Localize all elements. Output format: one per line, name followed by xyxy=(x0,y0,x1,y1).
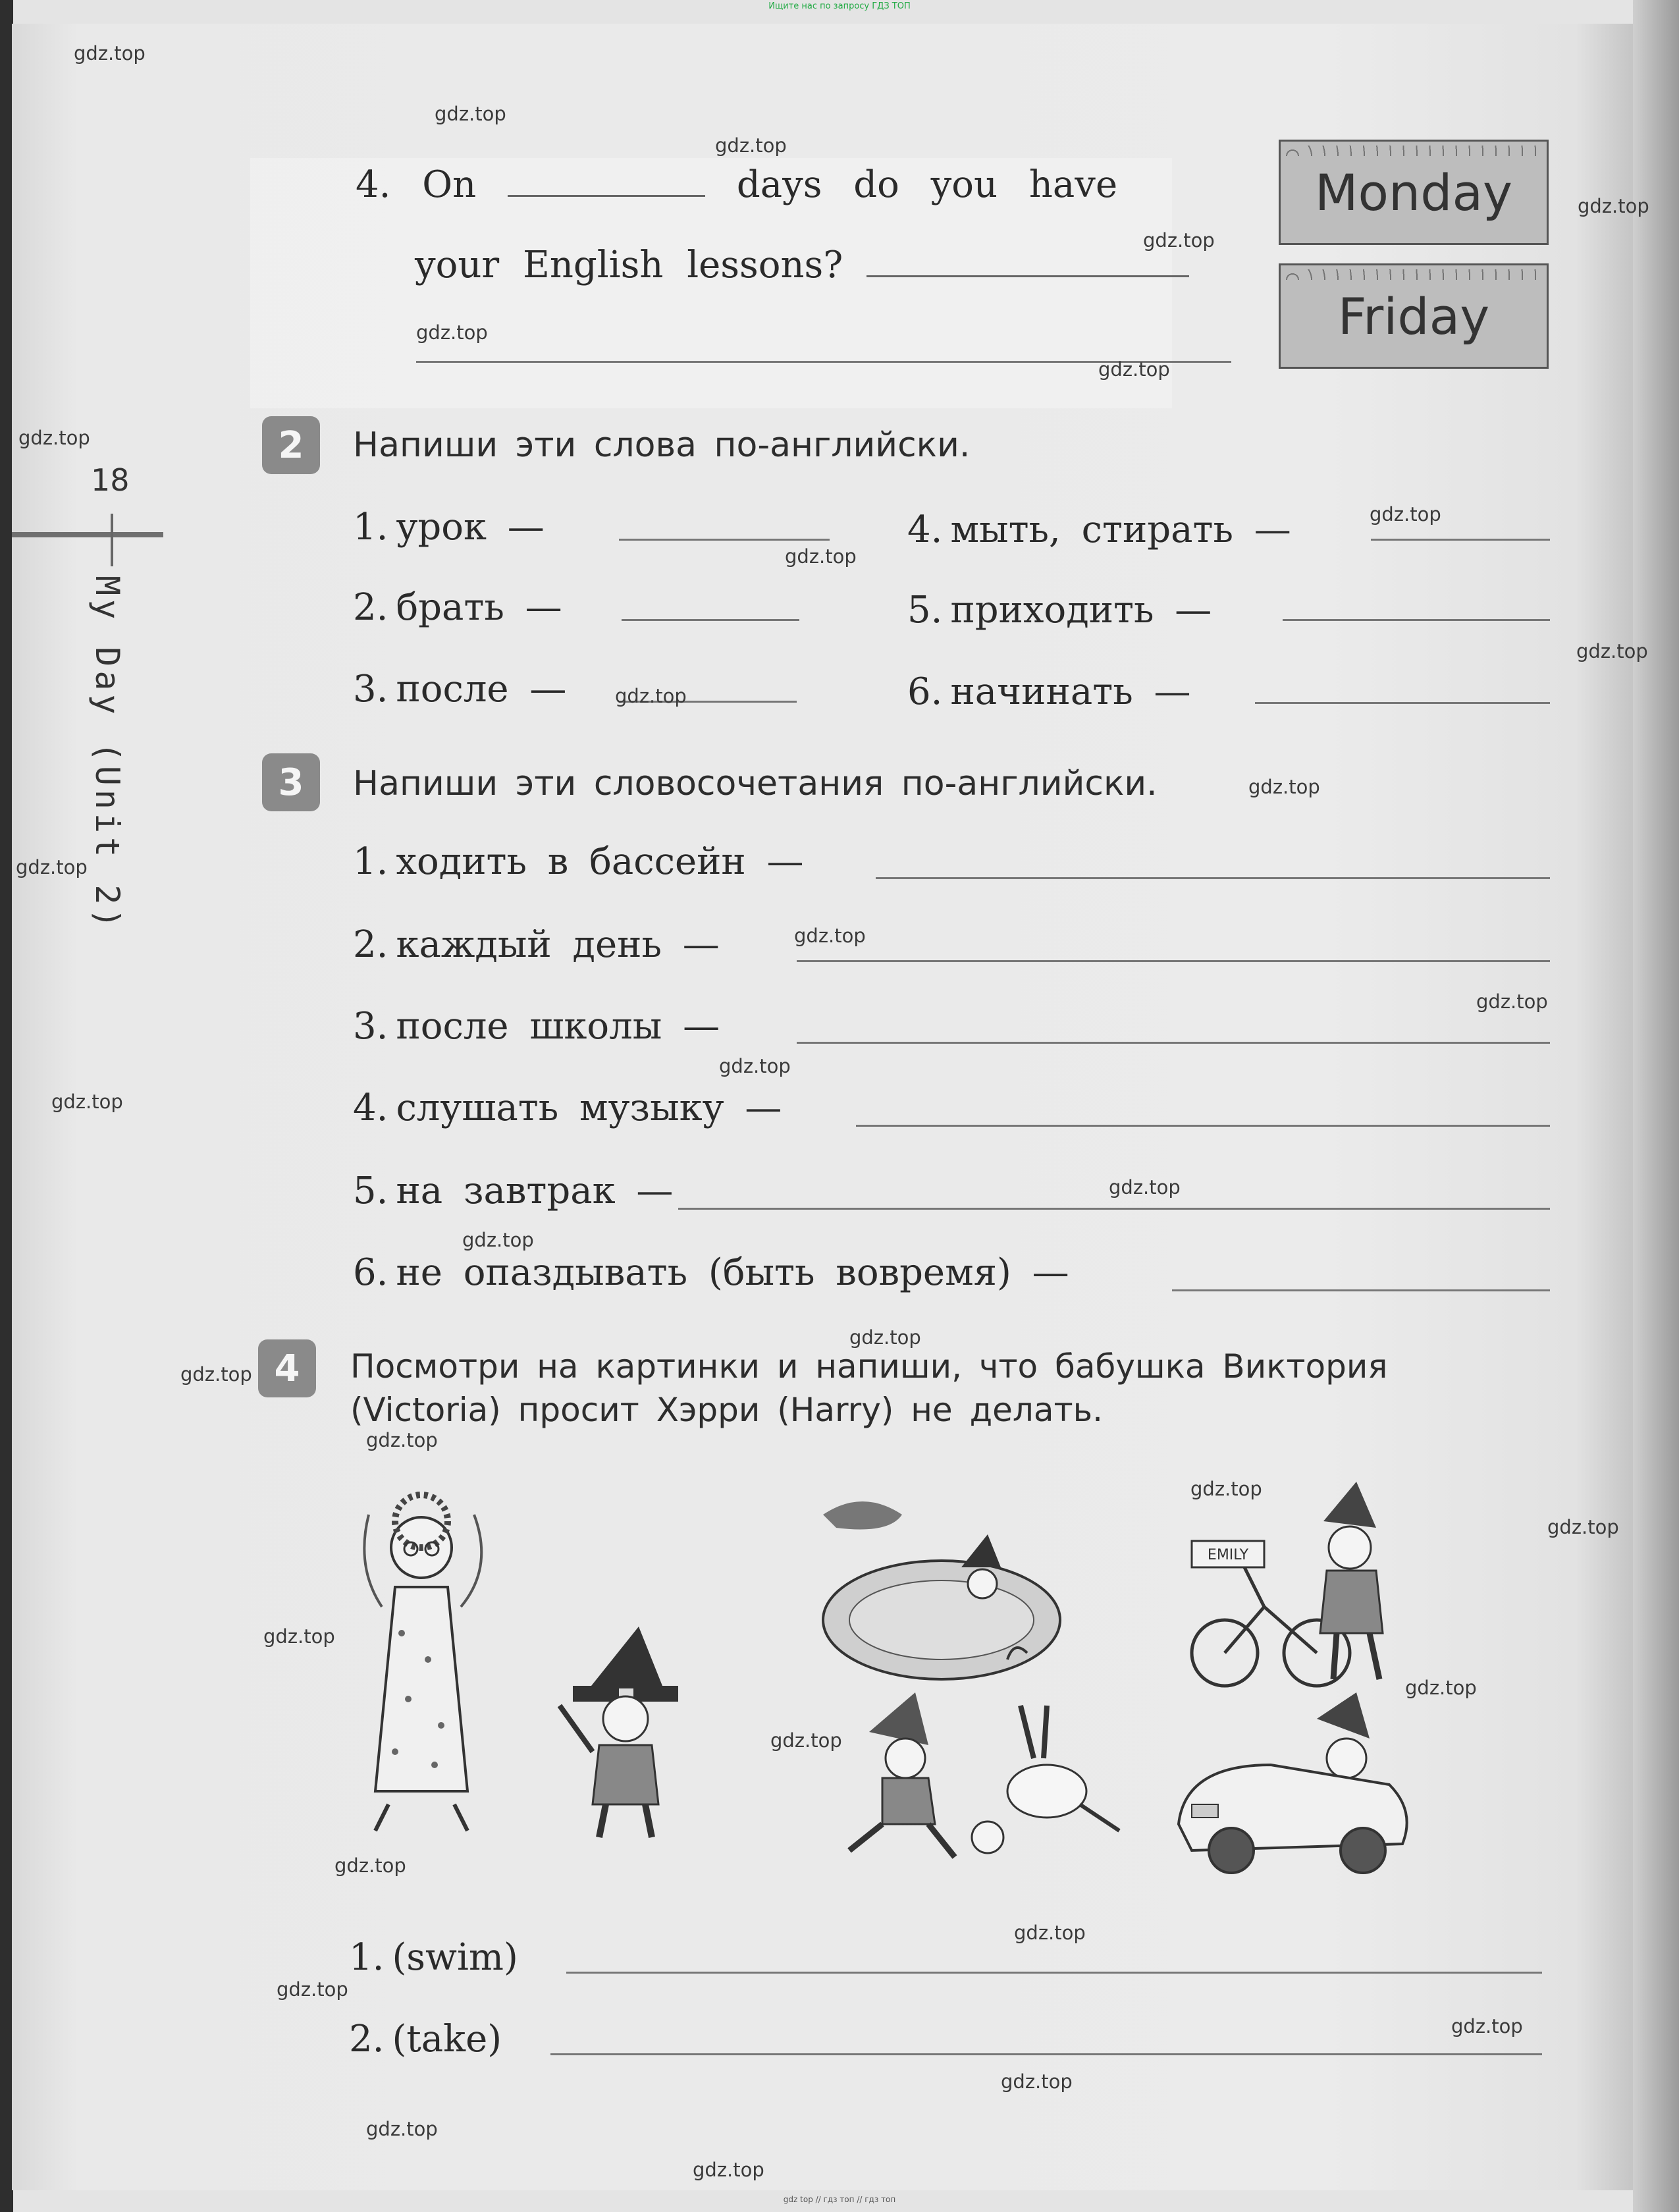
item-number: 1. xyxy=(349,1936,385,1979)
watermark: gdz.top xyxy=(51,1091,123,1113)
watermark: gdz.top xyxy=(416,321,488,344)
item-text: каждый день — xyxy=(396,923,720,966)
watermark: gdz.top xyxy=(277,1978,348,2001)
task-3-item xyxy=(353,1170,673,1212)
page-edge-shadow xyxy=(1633,0,1679,2212)
task-4-title-line2: (Victoria) просит Хэрри (Harry) не делать. xyxy=(350,1391,1103,1429)
unit-title: My Day (Unit 2) xyxy=(88,576,126,932)
answer-line[interactable] xyxy=(876,877,1550,879)
watermark: gdz.top xyxy=(693,2159,764,2181)
watermark: gdz.top xyxy=(1098,358,1170,381)
watermark: gdz.top xyxy=(794,925,866,947)
item-number: 2. xyxy=(353,923,388,966)
answer-line[interactable] xyxy=(1172,1289,1550,1291)
watermark: gdz.top xyxy=(74,42,146,65)
item-text: после школы — xyxy=(396,1005,720,1048)
task-badge: 3 xyxy=(262,753,320,811)
watermark: gdz.top xyxy=(180,1363,252,1386)
answer-blank[interactable] xyxy=(866,275,1189,277)
item-text: после — xyxy=(396,668,567,711)
watermark: gdz.top xyxy=(1370,503,1441,526)
watermark: gdz.top xyxy=(263,1625,335,1648)
item-number: 5. xyxy=(353,1170,388,1212)
watermark: gdz.top xyxy=(1405,1677,1477,1699)
answer-blank[interactable] xyxy=(508,195,705,197)
watermark: gdz.top xyxy=(719,1055,791,1077)
question-text-end: days do you have xyxy=(736,163,1118,206)
answer-line[interactable] xyxy=(678,1208,1550,1210)
task-4-title-line1: Посмотри на картинки и напиши, что бабушка Виктория xyxy=(350,1347,1388,1386)
harry-with-bicycle-illustration xyxy=(1185,1482,1409,1699)
top-note: Ищите нас по запросу ГДЗ ТОП xyxy=(768,1,911,11)
item-text: на завтрак — xyxy=(396,1170,674,1212)
task-3-item xyxy=(353,1005,720,1048)
watermark: gdz.top xyxy=(435,103,506,125)
watermark: gdz.top xyxy=(1001,2070,1073,2093)
watermark: gdz.top xyxy=(1576,640,1648,662)
bike-sign-text: EMILY xyxy=(1207,1547,1249,1563)
answer-line[interactable] xyxy=(1371,539,1550,541)
item-text: мыть, стирать — xyxy=(950,508,1291,551)
watermark: gdz.top xyxy=(18,427,90,449)
answer-line[interactable] xyxy=(1283,619,1550,621)
task-3-title: Напиши эти словосочетания по-английски. xyxy=(353,764,1158,803)
watermark: gdz.top xyxy=(1143,229,1215,252)
page-number: 18 xyxy=(91,462,130,498)
answer-line[interactable] xyxy=(619,539,830,541)
watermark: gdz.top xyxy=(615,685,687,707)
bottom-note: gdz top // гдз топ // гдз топ xyxy=(783,2195,896,2204)
item-number: 6. xyxy=(907,670,943,713)
day-card-monday xyxy=(1279,140,1549,245)
watermark: gdz.top xyxy=(1014,1922,1086,1944)
task-2-item xyxy=(353,586,562,629)
task-2-item xyxy=(353,668,566,711)
watermark: gdz.top xyxy=(1190,1478,1262,1500)
item-number: 1. xyxy=(353,506,388,549)
item-number: 2. xyxy=(353,586,388,629)
watermark: gdz.top xyxy=(1476,990,1548,1013)
day-label: Monday xyxy=(1314,163,1513,222)
harry-swimming-in-pond-illustration xyxy=(810,1488,1073,1692)
task-3-item xyxy=(353,1251,1069,1294)
watermark: gdz.top xyxy=(1547,1516,1619,1538)
watermark: gdz.top xyxy=(16,856,88,878)
task-2-item xyxy=(353,506,545,549)
item-number: 2. xyxy=(349,2018,385,2061)
day-label: Friday xyxy=(1337,286,1490,346)
item-number: 1. xyxy=(353,840,388,883)
task-2-item xyxy=(907,508,1291,551)
answer-line[interactable] xyxy=(1255,702,1550,704)
item-text: не опаздывать (быть вовремя) — xyxy=(396,1251,1069,1294)
task-3-item xyxy=(353,1087,782,1129)
question-number: 4. xyxy=(356,163,391,206)
watermark: gdz.top xyxy=(334,1854,406,1877)
item-text: урок — xyxy=(396,506,545,549)
answer-line[interactable] xyxy=(622,619,799,621)
question-4-line2 xyxy=(415,244,1189,286)
watermark: gdz.top xyxy=(1578,195,1649,217)
item-text: ходить в бассейн — xyxy=(396,840,804,883)
watermark: gdz.top xyxy=(1109,1176,1181,1199)
watermark: gdz.top xyxy=(366,2118,438,2140)
harry-waving-illustration xyxy=(546,1620,698,1844)
item-number: 6. xyxy=(353,1251,388,1294)
task-2-item xyxy=(907,589,1212,632)
task-3-item xyxy=(353,923,720,966)
side-rule xyxy=(12,532,163,537)
item-text: брать — xyxy=(396,586,562,629)
question-4-line1 xyxy=(356,163,1117,206)
item-number: 4. xyxy=(907,508,943,551)
item-text: слушать музыку — xyxy=(396,1087,782,1129)
item-text: (take) xyxy=(392,2018,502,2061)
task-2-item xyxy=(907,670,1190,713)
task-3-item xyxy=(353,840,804,883)
watermark: gdz.top xyxy=(1248,776,1320,798)
item-text: (swim) xyxy=(392,1936,518,1979)
watermark: gdz.top xyxy=(770,1729,842,1752)
harry-driving-car-illustration xyxy=(1172,1692,1422,1877)
day-card-friday xyxy=(1279,263,1549,369)
watermark: gdz.top xyxy=(785,545,857,568)
item-number: 4. xyxy=(353,1087,388,1129)
grandma-victoria-illustration xyxy=(342,1475,500,1850)
task-4-item xyxy=(349,1936,518,1979)
answer-line[interactable] xyxy=(550,2053,1542,2055)
task-badge: 2 xyxy=(262,416,320,474)
question-text-start: On xyxy=(422,163,477,206)
watermark: gdz.top xyxy=(849,1326,921,1349)
watermark: gdz.top xyxy=(462,1229,534,1251)
book-spine-shadow xyxy=(0,0,13,2212)
item-number: 3. xyxy=(353,1005,388,1048)
item-number: 3. xyxy=(353,668,388,711)
answer-line[interactable] xyxy=(856,1125,1550,1127)
item-text: приходить — xyxy=(950,589,1212,632)
item-text: начинать — xyxy=(950,670,1191,713)
answer-line[interactable] xyxy=(566,1972,1542,1974)
harry-kicking-rabbit-illustration xyxy=(843,1692,1133,1870)
task-2-title: Напиши эти слова по-английски. xyxy=(353,425,971,465)
answer-line[interactable] xyxy=(797,1042,1550,1044)
watermark: gdz.top xyxy=(1451,2015,1523,2037)
answer-line[interactable] xyxy=(797,960,1550,962)
watermark: gdz.top xyxy=(366,1429,438,1451)
task-badge: 4 xyxy=(258,1339,316,1397)
question-text-line2: your English lessons? xyxy=(415,244,843,286)
watermark: gdz.top xyxy=(715,134,787,157)
side-divider xyxy=(111,514,113,566)
task-4-item xyxy=(349,2018,502,2061)
item-number: 5. xyxy=(907,589,943,632)
